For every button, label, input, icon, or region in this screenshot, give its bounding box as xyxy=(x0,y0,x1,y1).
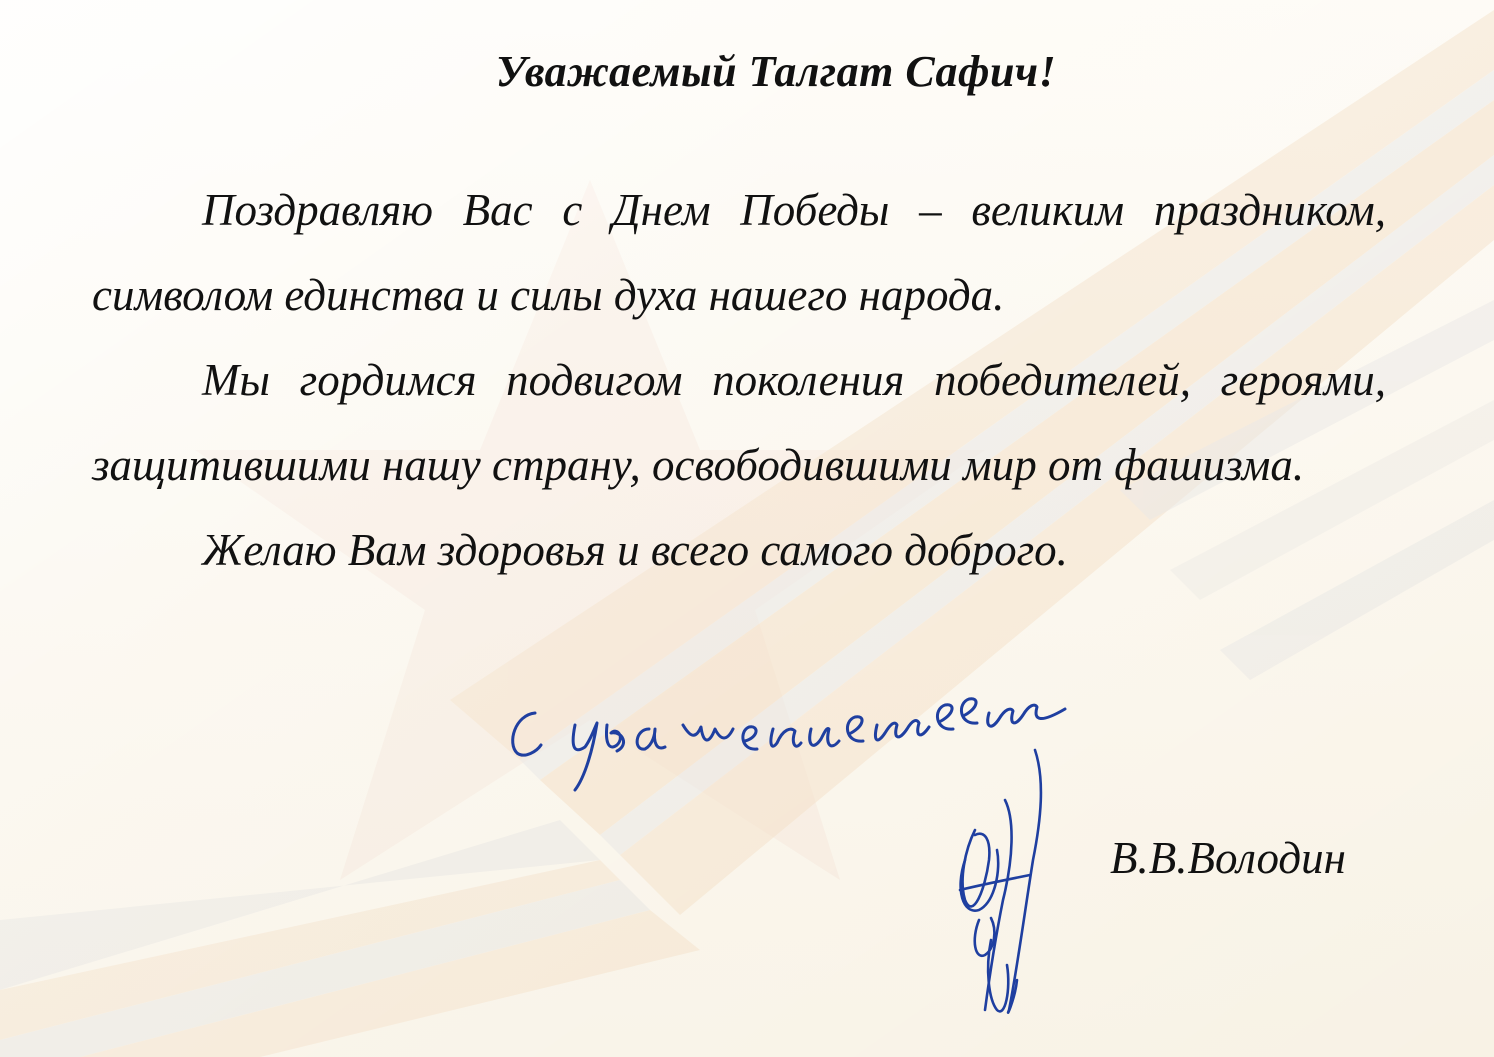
paragraph-pride: Мы гордимся подвигом поколения победителей, героями, защитившими нашу страну, освободившими мир от фашизма. xyxy=(92,355,1386,490)
paragraph-congratulation: Поздравляю Вас с Днем Победы – великим праздником, символом единства и силы духа нашего народа. xyxy=(92,185,1386,320)
signer-name: В.В.Володин xyxy=(1110,833,1347,883)
greeting-heading: Уважаемый Талгат Сафич! xyxy=(495,47,1057,96)
paragraph-wishes: Желаю Вам здоровья и всего самого доброго. xyxy=(202,525,1068,575)
letter-body xyxy=(92,168,1386,593)
signature-mark xyxy=(945,740,1065,1025)
